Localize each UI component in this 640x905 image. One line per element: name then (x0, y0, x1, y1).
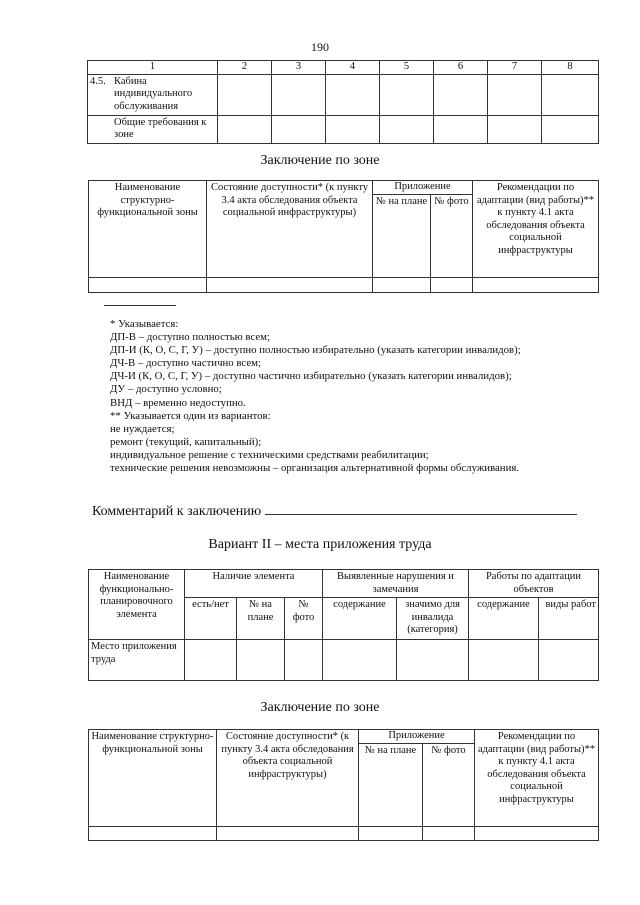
cell (488, 74, 542, 115)
variant-heading: Вариант II – места приложения труда (208, 537, 432, 552)
cell (488, 115, 542, 143)
cell (89, 277, 207, 292)
col-photo: № фото (285, 598, 323, 640)
col-work-types: виды работ (539, 598, 599, 640)
col-recommend: Рекомендации по адаптации (вид работы)** к пункту 4.1 акта обследования объекта социальной инфраструктуры (473, 181, 599, 278)
header-cell: 1 (88, 61, 218, 75)
cell (539, 640, 599, 681)
comment-blank-line (265, 501, 577, 515)
col-exists: есть/нет (185, 598, 237, 640)
workplace-table (88, 569, 599, 681)
conclusion-heading-2: Заключение по зоне (260, 700, 380, 715)
row-label: Место приложения труда (89, 640, 185, 681)
row-label-cell (88, 74, 218, 115)
col-significant: значимо для инвалида (категория) (397, 598, 469, 640)
header-cell: 7 (488, 61, 542, 75)
cell (542, 74, 599, 115)
cell (359, 826, 423, 840)
col-content: содержание (323, 598, 397, 640)
cell (473, 277, 599, 292)
col-presence: Наличие элемента (185, 570, 323, 598)
cell (285, 640, 323, 681)
conclusion-heading: Заключение по зоне (260, 153, 380, 168)
row-label: Общие требования к зоне (114, 116, 207, 140)
table-row (88, 74, 599, 115)
cell (542, 115, 599, 143)
cell (373, 277, 431, 292)
cell (89, 826, 217, 840)
note-line: ДЧ-И (К, О, С, Г, У) – доступно частично избирательно (указать категории инвалидов); (110, 370, 512, 383)
footnote-divider (104, 305, 176, 306)
col-name: Наименование структурно-функциональной зоны (89, 730, 217, 827)
cell (380, 74, 434, 115)
row-number (90, 117, 114, 142)
note-line: ДП-В – доступно полностью всем; (110, 331, 270, 344)
col-recommend: Рекомендации по адаптации (вид работы)** к пункту 4.1 акта обследования объекта социальной инфраструктуры (475, 730, 599, 827)
cell (185, 640, 237, 681)
header-cell: 8 (542, 61, 599, 75)
note-line: ДЧ-В – доступно частично всем; (110, 357, 261, 370)
col-plan: № на плане (359, 743, 423, 826)
cell (434, 74, 488, 115)
cell (272, 74, 326, 115)
note-line: ** Указывается один из вариантов: (110, 409, 271, 422)
row-label-cell (88, 115, 218, 143)
note-line: ВНД – временно недоступно. (110, 396, 246, 409)
note-line: ДУ – доступно условно; (110, 383, 222, 396)
cell (423, 826, 475, 840)
comment-label: Комментарий к заключению (92, 504, 262, 519)
row-label: Кабина индивидуального обслуживания (114, 75, 193, 112)
note-line: технические решения невозможны – организация альтернативной формы обслуживания. (110, 462, 520, 475)
conclusion-table (88, 180, 599, 293)
cell (237, 640, 285, 681)
header-cell: 5 (380, 61, 434, 75)
col-name: Наименование функционально-планировочного элемента (89, 570, 185, 640)
cell (207, 277, 373, 292)
col-appendix: Приложение (373, 181, 473, 195)
col-photo: № фото (423, 743, 475, 826)
col-state: Состояние доступности* (к пункту 3.4 акта обследования объекта социальной инфраструктуры) (217, 730, 359, 827)
note-line: ДП-И (К, О, С, Г, У) – доступно полностью избирательно (указать категории инвалидов); (110, 344, 521, 357)
col-violations: Выявленные нарушения и замечания (323, 570, 469, 598)
row-number: 4.5. (90, 75, 106, 87)
page-number: 190 (311, 40, 329, 54)
conclusion-table-2 (88, 729, 599, 841)
header-cell: 2 (218, 61, 272, 75)
note-line: не нуждается; (110, 422, 175, 435)
cell (217, 826, 359, 840)
table-header-row (88, 61, 599, 75)
header-cell: 6 (434, 61, 488, 75)
col-plan: № на плане (237, 598, 285, 640)
cell (272, 115, 326, 143)
cell (397, 640, 469, 681)
cell (323, 640, 397, 681)
col-works: Работы по адаптации объектов (469, 570, 599, 598)
comment-field (92, 501, 577, 520)
col-works-content: содержание (469, 598, 539, 640)
cell (469, 640, 539, 681)
cell (326, 115, 380, 143)
zone-table (87, 60, 599, 144)
cell (218, 74, 272, 115)
footnotes (110, 318, 600, 475)
note-line: ремонт (текущий, капитальный); (110, 435, 262, 448)
cell (380, 115, 434, 143)
cell (218, 115, 272, 143)
header-cell: 3 (272, 61, 326, 75)
col-appendix: Приложение (359, 730, 475, 744)
note-line: * Указывается: (110, 318, 179, 330)
col-state: Состояние доступности* (к пункту 3.4 акта обследования объекта социальной инфраструктуры) (207, 181, 373, 278)
cell (326, 74, 380, 115)
cell (431, 277, 473, 292)
table-row (88, 115, 599, 143)
cell (475, 826, 599, 840)
col-photo: № фото (431, 194, 473, 277)
note-line: индивидуальное решение с техническими средствами реабилитации; (110, 448, 429, 461)
col-name: Наименование структурно-функциональной зоны (89, 181, 207, 278)
header-cell: 4 (326, 61, 380, 75)
cell (434, 115, 488, 143)
col-plan: № на плане (373, 194, 431, 277)
